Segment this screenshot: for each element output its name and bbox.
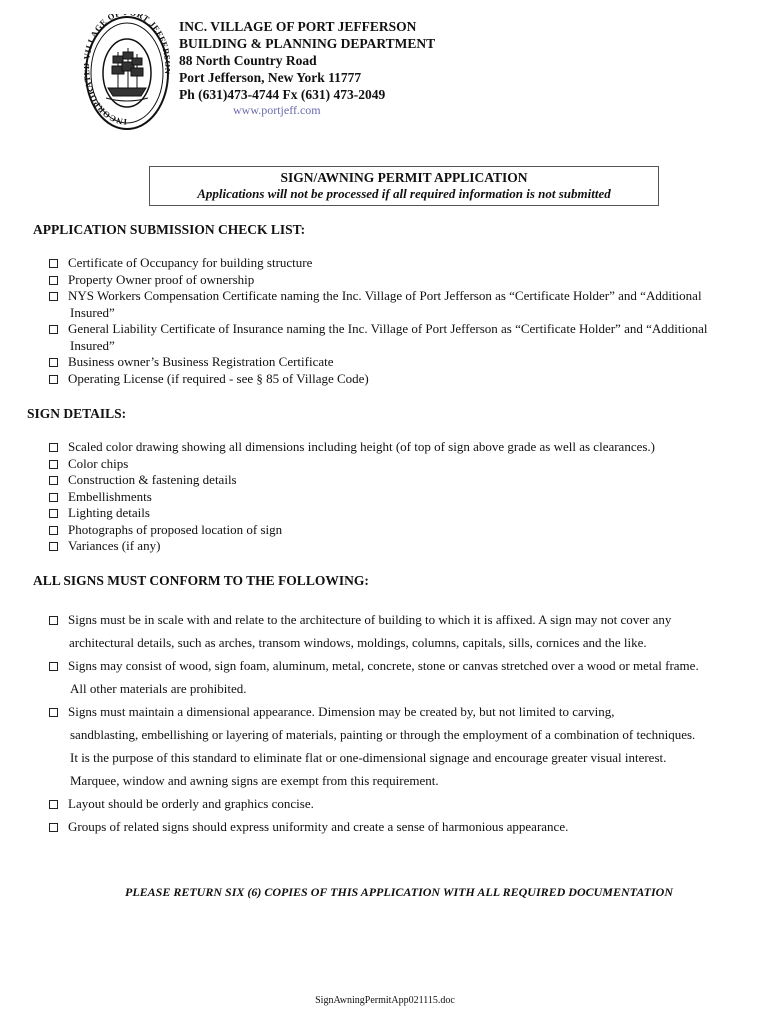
checkbox[interactable] [49, 476, 58, 485]
conform-rule: Signs must be in scale with and relate to the architecture of building to which it is affixed. A sign may not cover any [49, 612, 671, 628]
checkbox[interactable] [49, 325, 58, 334]
checklist-item: General Liability Certificate of Insurance naming the Inc. Village of Port Jefferson as “Certificate Holder” and “Additional [49, 321, 749, 338]
sign-detail-item: Color chips [49, 456, 749, 473]
checkbox[interactable] [49, 526, 58, 535]
checkbox[interactable] [49, 493, 58, 502]
sign-detail-item: Construction & fastening details [49, 472, 749, 489]
department-header [179, 18, 435, 103]
checklist-item: Property Owner proof of ownership [49, 272, 749, 289]
document-filename: SignAwningPermitApp021115.doc [315, 995, 455, 1006]
street-address: 88 North Country Road [179, 53, 317, 68]
village-seal-logo [84, 14, 170, 132]
conform-rule-continuation: Marquee, window and awning signs are exempt from this requirement. [70, 773, 439, 788]
checklist-item: Operating License (if required - see § 85 of Village Code) [49, 371, 749, 388]
department-name: BUILDING & PLANNING DEPARTMENT [179, 36, 436, 51]
checklist-item: Business owner’s Business Registration Certificate [49, 354, 749, 371]
checkbox[interactable] [49, 259, 58, 268]
sign-detail-item: Variances (if any) [49, 538, 749, 555]
checkbox[interactable] [49, 616, 58, 625]
checkbox[interactable] [49, 823, 58, 832]
conform-rule-continuation: It is the purpose of this standard to eliminate flat or one-dimensional signage and encourage greater visual interest. [70, 750, 667, 765]
form-title-box [149, 166, 659, 206]
conform-rule: Groups of related signs should express uniformity and create a sense of harmonious appearance. [49, 819, 568, 835]
checkbox[interactable] [49, 509, 58, 518]
conform-rule-continuation: architectural details, such as arches, transom windows, moldings, columns, capitals, sills, cornices and the like. [69, 635, 647, 650]
checkbox[interactable] [49, 443, 58, 452]
sign-detail-item: Photographs of proposed location of sign [49, 522, 749, 539]
sign-detail-item: Scaled color drawing showing all dimensions including height (of top of sign above grade as well as clearances.) [49, 439, 749, 456]
checkbox[interactable] [49, 292, 58, 301]
form-title: SIGN/AWNING PERMIT APPLICATION [280, 170, 528, 185]
city-state-zip: Port Jefferson, New York 11777 [179, 70, 362, 85]
checkbox[interactable] [49, 358, 58, 367]
conform-rule-continuation: All other materials are prohibited. [70, 681, 247, 696]
checklist-heading: APPLICATION SUBMISSION CHECK LIST: [33, 222, 306, 237]
phone-fax: Ph (631)473-4744 Fx (631) 473-2049 [179, 87, 386, 102]
form-subtitle: Applications will not be processed if all required information is not submitted [197, 186, 611, 201]
sign-details-heading: SIGN DETAILS: [27, 406, 127, 421]
sign-detail-item: Embellishments [49, 489, 749, 506]
checkbox[interactable] [49, 542, 58, 551]
seal-ring-text: INCORPOR LLAGE O RT JEFFE [84, 14, 170, 128]
conform-rule: Signs may consist of wood, sign foam, aluminum, metal, concrete, stone or canvas stretched over a wood or metal frame. [49, 658, 699, 674]
sign-detail-item: Lighting details [49, 505, 749, 522]
checkbox[interactable] [49, 460, 58, 469]
conform-rule: Layout should be orderly and graphics concise. [49, 796, 314, 812]
conform-rule-continuation: sandblasting, embellishing or layering of materials, painting or through the employment of a combination of techniques. [70, 727, 696, 742]
return-copies-note: PLEASE RETURN SIX (6) COPIES OF THIS APPLICATION WITH ALL REQUIRED DOCUMENTATION [125, 885, 673, 899]
checkbox[interactable] [49, 276, 58, 285]
conform-heading: ALL SIGNS MUST CONFORM TO THE FOLLOWING: [33, 573, 369, 588]
checklist-item: NYS Workers Compensation Certificate naming the Inc. Village of Port Jefferson as “Certificate Holder” and “Additional [49, 288, 749, 305]
checkbox[interactable] [49, 662, 58, 671]
checkbox[interactable] [49, 375, 58, 384]
checkbox[interactable] [49, 708, 58, 717]
website-link[interactable]: www.portjeff.com [233, 103, 321, 117]
checklist-item-continuation: Insured” [70, 338, 115, 353]
checklist-item-continuation: Insured” [70, 305, 115, 320]
conform-rule: Signs must maintain a dimensional appearance. Dimension may be created by, but not limited to carving, [49, 704, 614, 720]
checkbox[interactable] [49, 800, 58, 809]
village-name: INC. VILLAGE OF PORT JEFFERSON [179, 19, 417, 34]
checklist-item: Certificate of Occupancy for building structure [49, 255, 749, 272]
